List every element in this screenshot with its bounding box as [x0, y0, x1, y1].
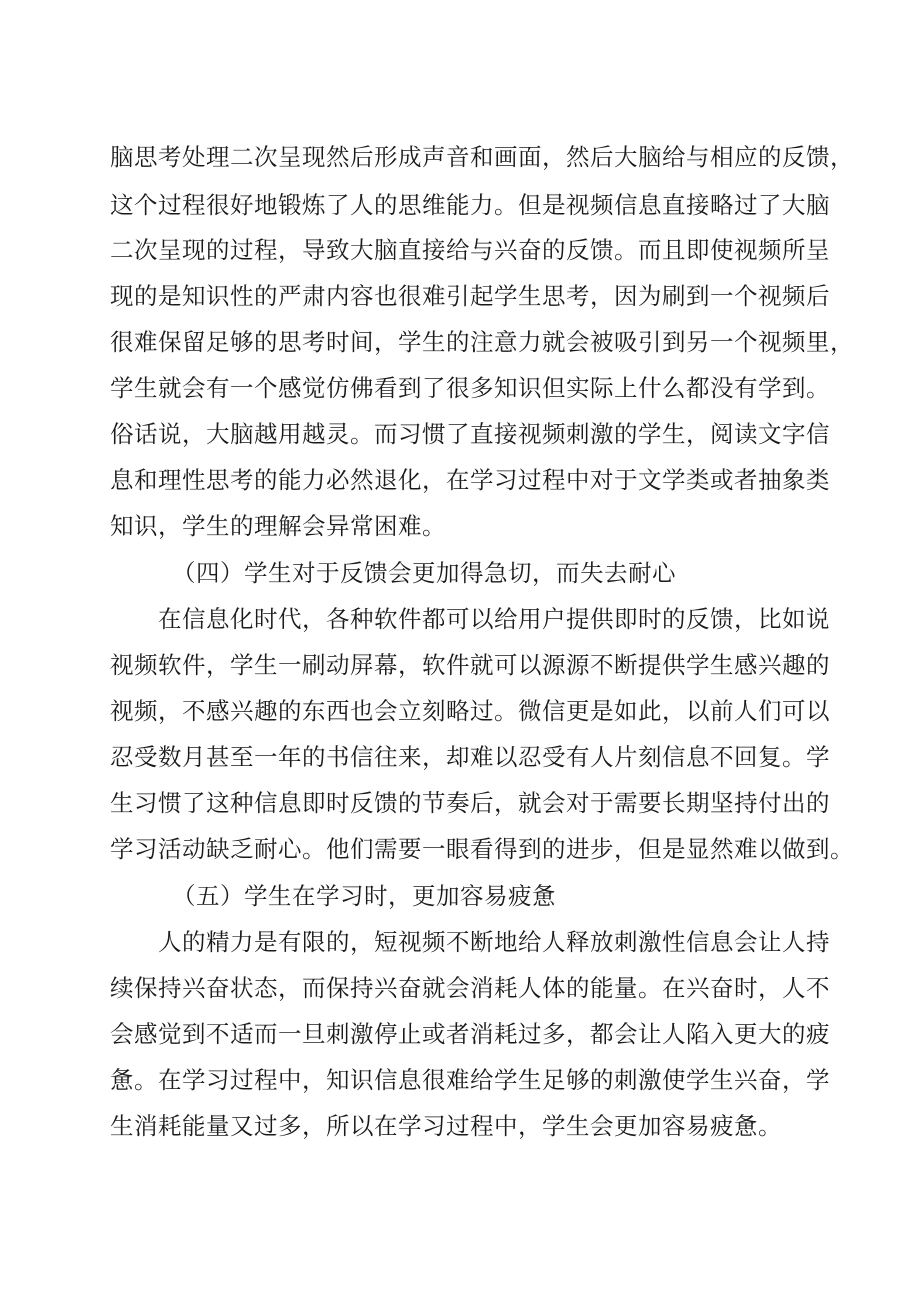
paragraph-3-line-4: 惫。在学习过程中，知识信息很难给学生足够的刺激使学生兴奋，学 [110, 1066, 830, 1094]
paragraph-1-line-7: 俗话说，大脑越用越灵。而习惯了直接视频刺激的学生，阅读文字信 [110, 420, 830, 448]
paragraph-2-line-6: 学习活动缺乏耐心。他们需要一眼看得到的进步，但是显然难以做到。 [110, 835, 854, 863]
paragraph-1-line-5: 很难保留足够的思考时间，学生的注意力就会被吸引到另一个视频里， [110, 328, 854, 356]
paragraph-3-line-2: 续保持兴奋状态，而保持兴奋就会消耗人体的能量。在兴奋时，人不 [110, 974, 830, 1002]
paragraph-1-line-6: 学生就会有一个感觉仿佛看到了很多知识但实际上什么都没有学到。 [110, 374, 830, 402]
paragraph-1-line-3: 二次呈现的过程，导致大脑直接给与兴奋的反馈。而且即使视频所呈 [110, 236, 830, 264]
paragraph-3-line-3: 会感觉到不适而一旦刺激停止或者消耗过多，都会让人陷入更大的疲 [110, 1020, 830, 1048]
section-heading-5: （五）学生在学习时，更加容易疲惫 [172, 882, 556, 910]
paragraph-2-line-4: 忍受数月甚至一年的书信往来，却难以忍受有人片刻信息不回复。学 [110, 743, 830, 771]
paragraph-1-line-8: 息和理性思考的能力必然退化，在学习过程中对于文学类或者抽象类 [110, 466, 830, 494]
paragraph-2-line-5: 生习惯了这种信息即时反馈的节奏后，就会对于需要长期坚持付出的 [110, 789, 830, 817]
paragraph-3-line-5: 生消耗能量又过多，所以在学习过程中，学生会更加容易疲惫。 [110, 1112, 782, 1140]
paragraph-2-line-1: 在信息化时代，各种软件都可以给用户提供即时的反馈，比如说 [158, 605, 830, 633]
paragraph-1-line-2: 这个过程很好地锻炼了人的思维能力。但是视频信息直接略过了大脑 [110, 191, 830, 219]
paragraph-1-line-1: 脑思考处理二次呈现然后形成声音和画面，然后大脑给与相应的反馈， [110, 143, 854, 171]
paragraph-1-line-4: 现的是知识性的严肃内容也很难引起学生思考，因为刷到一个视频后 [110, 282, 830, 310]
paragraph-3-line-1: 人的精力是有限的，短视频不断地给人释放刺激性信息会让人持 [158, 928, 830, 956]
paragraph-2-line-3: 视频，不感兴趣的东西也会立刻略过。微信更是如此，以前人们可以 [110, 697, 830, 725]
paragraph-1-line-9: 知识，学生的理解会异常困难。 [110, 512, 446, 540]
paragraph-2-line-2: 视频软件，学生一刷动屏幕，软件就可以源源不断提供学生感兴趣的 [110, 651, 830, 679]
section-heading-4: （四）学生对于反馈会更加得急切，而失去耐心 [172, 559, 676, 587]
